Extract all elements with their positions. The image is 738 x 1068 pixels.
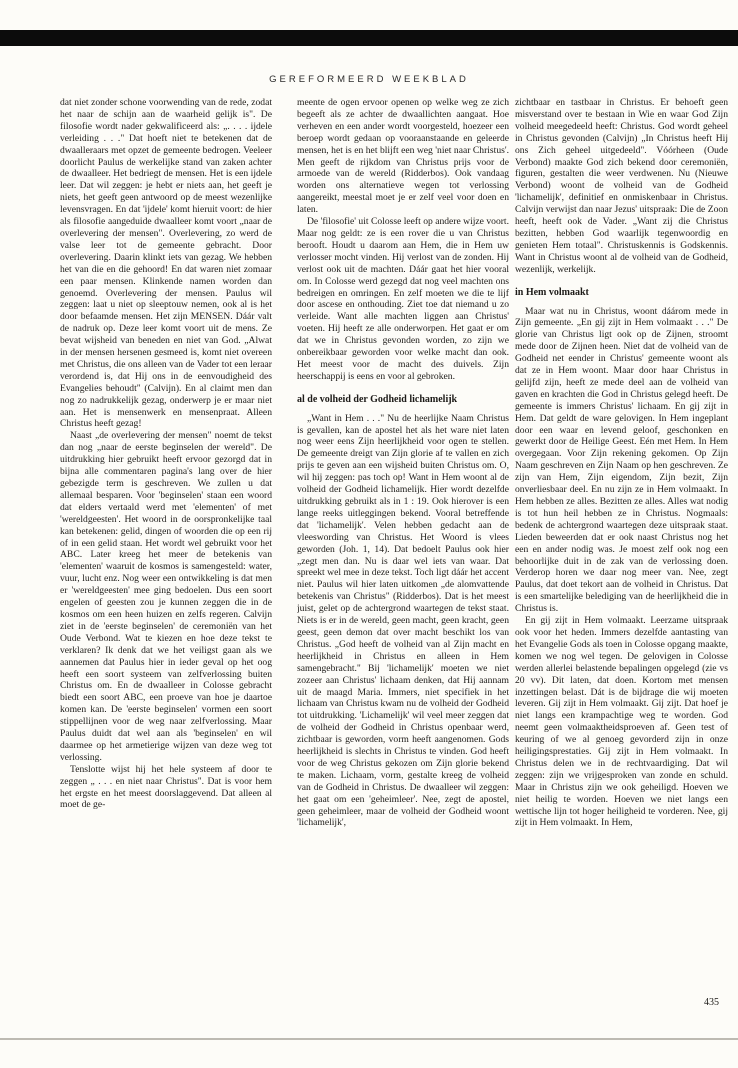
- section-heading: in Hem volmaakt: [515, 286, 589, 298]
- paragraph: Tenslotte wijst hij het hele systeem af door te zeggen „ . . . en niet naar Christus". Dat is voor hem het ergste en het meest doorslaggevend. Dat alleen al moet de ge-: [60, 763, 272, 811]
- paragraph: Naast „de overlevering der mensen" noemt de tekst dan nog „naar de eerste beginselen der wereld". De uitdrukking hier gebruikt heeft ervoor gezorgd dat in bijna alle commentaren pagina's lang over de hier gebezigde term is geschreven. We zullen u dat allemaal besparen. Voor 'beginselen' staan een woord dat elders vertaald werd met 'elementen' of met 'wereldgeesten'. Het woord in de oorspronkelijke taal kan betekenen: gelid, dingen of woorden die op een rij of in een gelid staan. Het wordt wel gebruikt voor het ABC. Later kreeg het meer de betekenis van 'elementen' waaruit de kosmos is samengesteld: water, vuur, lucht enz. Nog weer een ontwikkeling is dat men er 'wereldgeesten' mee ging bedoelen. Dus een soort engelen of geesten zou je kunnen zeggen die in de kosmos om een heen huizen en zelfs regeren. Calvijn ziet in de 'eerste beginselen' de ceremoniën van het Oude Verbond. Wat te kiezen en hoe deze tekst te verklaren? Ik denk dat we het veiligst gaan als we aannemen dat Paulus hier in ieder geval op het oog heeft een soort systeem van zelfverlossing buiten Christus om. En de dwaalleer in Colosse gebracht biedt een soort ABC, een proeve van hoe je daartoe komen kan. De 'eerste beginselen' vormen een soort stippellijnen voor de weg naar zelfverlossing. Maar Paulus duidt dat wel aan als 'beginselen' en wil daarmee op het armetierige wijzen van deze weg tot verlossing.: [60, 430, 272, 763]
- paragraph: De 'filosofie' uit Colosse leeft op andere wijze voort. Maar nog geldt: ze is een rover die u van Christus berooft. Houdt u daarom aan Hem, die in Hem uw verlosser mocht vinden. Hij verlost van de zonden. Hij verlost ook uit de machten. Dáár gaat het hier vooral om. In Colosse werd gezegd dat nog veel machten ons bedreigen en omringen. En zelf moeten we die te lijf door ascese en onthouding. Ziet toe dat niemand u zo verleide. Want alle machten liggen aan Christus' voeten. Hij heeft ze alle onderworpen. Het gaat er om dat we in Christus gevonden worden, zo zijn we onbereikbaar geworden voor welke macht dan ook. Het meest voor de macht des duivels. Zijn heerschappij is eens en voor al gebroken.: [297, 216, 509, 382]
- paragraph: Maar wat nu in Christus, woont dáárom mede in Zijn gemeente. „En gij zijt in Hem volmaakt . . ." De glorie van Christus ligt ook op de Zijnen, stroomt mede door de Zijnen heen. Niet dat de volheid van de Godheid net eender in Christus' gemeente woont als dat ze in Hem woont. Maar door haar Christus in gelijfd zijn, heeft ze mede deel aan de volheid van gaven en krachten die God in Christus gelegd heeft. De gemeente is immers Christus' lichaam. En gij zijt in Hem. Dat geldt de ware gelovigen. In Hem ingeplant door een waar en levend geloof, geschonken en gewerkt door de Heilige Geest. Eén met Hem. In Hem overgegaan. Voor Zijn rekening gekomen. Op Zijn Naam geschreven en Zijn Naam op hen geschreven. Ze zijn van Hem, Zijn eigendom, Zijn bezit, Zijn onverliesbaar deel. En nu zijn ze in Hem volmaakt. In Hem hebben ze alles. Bezitten ze alles. Alles wat nodig is tot hun heil hebben ze in Christus. Nogmaals: bedenk de achtergrond waartegen deze uitspraak staat. Lieden beweerden dat er ook naast Christus nog het een en ander nodig was. Je moest zelf ook nog een behoorlijke duit in de zak van de verlossing doen. Verderop horen we daar nog meer van. Nee, zegt Paulus, dat doet tekort aan de volheid in Christus. Dat is een smartelijke belediging van de heerlijkheid die in Christus is.: [515, 305, 728, 615]
- column-2: [297, 97, 509, 997]
- column-1: [60, 97, 272, 997]
- page-number: 435: [704, 997, 719, 1008]
- section-heading: al de volheid der Godheid lichamelijk: [297, 393, 458, 405]
- paragraph: En gij zijt in Hem volmaakt. Leerzame uitspraak ook voor het heden. Immers dezelfde aantasting van het Evangelie Gods als toen in Colosse opgang maakte, komen we nog wel tegen. De gelovigen in Colosse werden allerlei belastende bepalingen opgelegd (zie vs 20 vv). Dit laten, dat doen. Kortom met mensen inzettingen belast. Dát is de bijdrage die wij moeten leveren. Gij zijt in Hem volmaakt. Gij zijt. Dat hoef je niet langs een krampachtige weg te worden. God neemt geen volmaaktheidsproeven af. Geen test of keuring of we al genoeg gevorderd zijn in onze heiligingsprestaties. Gij zijt in Hem volmaakt. In Christus delen we in de rechtvaardiging. Dat wil zeggen: zijn we vrijgesproken van zonde en schuld. Maar in Christus zijn we ook geheiligd. Hoeven we niet heilig te worden. Hoeven we niet langs een wettische lijn tot hoger heiligheid te vorderen. Nee, gij zijt in Hem volmaakt. In Hem,: [515, 615, 728, 829]
- journal-title: GEREFORMEERD WEEKBLAD: [269, 74, 469, 85]
- paragraph: meente de ogen ervoor openen op welke weg ze zich begeeft als ze achter de dwaallichten aangaat. Hoe verheven en een ander wordt voorgesteld, hoezeer een beroep wordt gedaan op vooraanstaande en geleerde mensen, het is en het blijft een weg 'niet naar Christus'. Men geeft de rijkdom van Christus prijs voor de armoede van de wereld (Ridderbos). Ook vandaag worden ons alternatieve wegen tot verlossing aangereikt, meestal moet je er zelf veel voor doen en laten.: [297, 97, 509, 216]
- paragraph: dat niet zonder schone voorwending van de rede, zodat het naar de schijn aan de waarheid gelijk is". De filosofie wordt nader gekwalificeerd als: „. . . . ijdele verleiding . . ." Dat hoeft niet te betekenen dat de dwaalleraars met opzet de gemeente bedrogen. Veeleer doorlicht Paulus de werkelijke stand van zaken achter de dwaalleer. Het bedriegt de mensen. Het is een ijdele leer. Dat wil zeggen: je hebt er niets aan, het geeft je niets, het geeft geen antwoord op de meest wezenlijke levensvragen. En dat 'ijdele' komt hieruit voort: de hier als filosofie aangeduide dwaalleer komt voort „naar de overlevering der mensen". Overlevering, zo werd de valse leer tot de gemeente gebracht. Door overlevering. Daarin klinkt iets van gezag. We hebben het van die en die gehoord! En dat waren niet zomaar een paar mensen. Klinkende namen worden dan genoemd. Overlevering der mensen. Paulus wil zeggen: laat u niet op sleeptouw nemen, ook al is het door befaamde mensen. Het zijn MENSEN. Dáár valt de nadruk op. Deze leer komt voort uit de mens. Ze bevat wijsheid van beneden en niet van God. „Alwat in der mensen hersenen gesmeed is, komt niet overeen met Christus, die ons alleen van de Vader tot een leraar verordend is, dat Hij ons in de eenvoudigheid des Evangelies behoudt" (Calvijn). En al claimt men dan nog zo nadrukkelijk gezag, onderwerp je er maar niet aan. Het is mensenwerk en mensenpraat. Alleen Christus heeft gezag!: [60, 97, 272, 430]
- paragraph: zichtbaar en tastbaar in Christus. Er behoeft geen misverstand over te bestaan in Wie en waar God Zijn volheid meegedeeld heeft: Christus. God wordt geheel in Christus gevonden (Calvijn) „In Christus heeft Hij ons Zich geheel uitgedeeld". Vóórheen (Oude Verbond) maakte God zich bekend door ceremoniën, figuren, gestalten die weer verdwenen. Nu (Nieuwe Verbond) woont de volheid van de Godheid 'lichamelijk', definitief en onmiskenbaar in Christus. Calvijn verwijst dan naar Jezus' uitspraak: Die de Zoon heeft, heeft ook de Vader. „Want zij die Christus bezitten, hebben God waarlijk tegenwoordig en genieten Hem totaal". Christuskennis is Godskennis. Want in Christus woont al de volheid van de Godheid, wezenlijk, werkelijk.: [515, 97, 728, 275]
- column-3: [515, 97, 728, 997]
- paragraph: „Want in Hem . . ." Nu de heerlijke Naam Christus is gevallen, kan de apostel het als het ware niet laten nog weer eens Zijn heerlijkheid voor ogen te stellen. De gemeente dreigt van Zijn glorie af te vallen en zich prijs te geven aan een wijsheid buiten Christus om. O, wil hij zeggen: pas toch op! Want in Hem woont al de volheid der Godheid lichamelijk. Hier wordt dezelfde uitdrukking gebruikt als in 1 : 19. Ook hierover is een lange reeks uitleggingen bekend. Vooral betreffende dat 'lichamelijk'. Velen hebben gedacht aan de vleeswording van Christus. Het Woord is vlees geworden (Joh. 1, 14). Dat bedoelt Paulus ook hier „zegt men dan. Nu is daar wel iets van waar. Dat spreekt wel mee in deze tekst. Toch ligt dáár het accent niet. Paulus wil hier laten uitkomen „de alomvattende betekenis van Christus" (Ridderbos). Dat is het meest juist, gelet op de achtergrond waartegen de tekst staat. Niets is er in de wereld, geen macht, geen kracht, geen geest, geen demon dat over macht beschikt los van Christus. „God heeft de volheid van al Zijn macht en heerlijkheid in Christus en alleen in Hem samengebracht." Bij 'lichamelijk' moeten we niet zozeer aan Christus' lichaam denken, dat Hij aannam uit de maagd Maria. Immers, niet specifiek in het lichaam van Christus kwam nu de volheid der Godheid tot uitdrukking. 'Lichamelijk' wil veel meer zeggen dat de volheid der Godheid in Christus openbaar werd, zichtbaar is geworden, vorm heeft aangenomen. Gods heerlijkheid is slechts in Christus te vinden. God heeft voor de weg Christus gekozen om Zijn glorie bekend te maken. Lichaam, vorm, gestalte kreeg de volheid van de Godheid in Christus. De dwaalleer wil zeggen: het gaat om een 'geheimleer'. Nee, zegt de apostel, geen geheimleer, maar de volheid der Godheid woont 'lichamelijk',: [297, 412, 509, 829]
- footer-rule: [0, 1038, 738, 1040]
- top-black-bar: [0, 30, 738, 46]
